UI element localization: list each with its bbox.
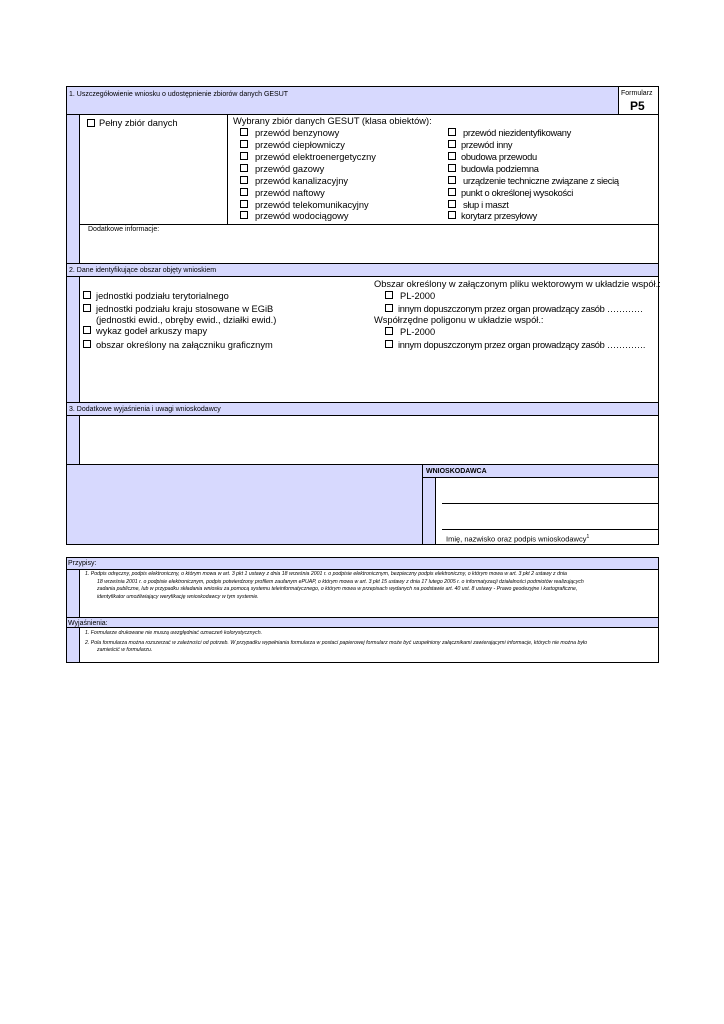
checkbox-gesut-7[interactable] — [240, 200, 248, 208]
full-set-checkbox[interactable] — [87, 119, 95, 127]
checkbox-polygon-other[interactable] — [385, 340, 393, 348]
section3-gutter — [67, 416, 80, 464]
checkbox-polygon-pl2000[interactable] — [385, 327, 393, 335]
section1-title: 1. Uszczegółowienie wniosku o udostępnienie zbiorów danych GESUT — [69, 91, 289, 98]
section2-header — [67, 263, 658, 277]
option-gesut-4: przewód gazowy — [255, 164, 325, 174]
signature-footnote-ref: 1 — [586, 534, 590, 540]
checkbox-area-3[interactable] — [83, 326, 91, 334]
footnotes-title: Przypisy: — [68, 560, 97, 567]
section2-gutter — [67, 277, 80, 402]
checkbox-vector-pl2000[interactable] — [385, 291, 393, 299]
polygon-other-label: innym dopuszczonym przez organ prowadzący zasób …………. — [398, 340, 646, 350]
vector-other-label: innym dopuszczonym przez organ prowadzący zasób ………… — [398, 304, 643, 314]
checkbox-gesut-1[interactable] — [240, 128, 248, 136]
section3-header — [67, 402, 658, 416]
section1-hline — [80, 224, 658, 225]
option-gesut-10: przewód inny — [461, 140, 513, 150]
polygon-label: Współrzędne poligonu w układzie współ.: — [374, 315, 544, 325]
additional-info-label: Dodatkowe informacje: — [88, 226, 160, 233]
applicant-header — [422, 464, 658, 478]
vector-file-label: Obszar określony w załączonym pliku wektorowym w układzie współ.: — [374, 279, 661, 289]
explanation-1: 1. Formularze drukowane nie muszą uwzględniać oznaczeń kolorystycznych. — [85, 630, 263, 636]
additional-info-field[interactable] — [81, 234, 658, 262]
signature-caption — [446, 532, 589, 545]
footnote-1-line-4: identyfikator umożliwiający weryfikację wnioskodawcy w tym systemie. — [97, 593, 259, 600]
checkbox-gesut-11[interactable] — [448, 152, 456, 160]
explanations-list — [85, 630, 655, 655]
footnote-1-line-1: 1. Podpis odręczny, podpis elektroniczny, o którym mowa w art. 3 pkt 1 ustawy z dnia 18 września 2001 r. o podpisie elektronicznym, bezpieczny podpis elektroniczny, o którym mowa w art. 3 pkt 2 ustawy z dnia — [85, 571, 567, 577]
option-gesut-12: budowla podziemna — [461, 164, 539, 174]
checkbox-gesut-6[interactable] — [240, 188, 248, 196]
section3-title: 3. Dodatkowe wyjaśnienia i uwagi wnioskodawcy — [69, 406, 221, 413]
checkbox-area-1[interactable] — [83, 291, 91, 299]
checkbox-area-2[interactable] — [83, 304, 91, 312]
section1-divider — [80, 115, 228, 224]
checkbox-gesut-8[interactable] — [240, 211, 248, 219]
checkbox-gesut-4[interactable] — [240, 164, 248, 172]
explanations-title: Wyjaśnienia: — [68, 620, 108, 627]
checkbox-gesut-5[interactable] — [240, 176, 248, 184]
checkbox-gesut-10[interactable] — [448, 140, 456, 148]
area-option-2: jednostki podziału kraju stosowane w EGiB — [96, 304, 274, 314]
footnotes-gutter — [67, 570, 80, 617]
option-gesut-2: przewód ciepłowniczy — [255, 140, 345, 150]
option-gesut-16: korytarz przesyłowy — [461, 211, 537, 221]
section2-title: 2. Dane identyfikujące obszar objęty wnioskiem — [69, 267, 217, 274]
explanation-2-line-2: zamieścić w formularzu. — [97, 647, 153, 654]
area-option-4: obszar określony na załączniku graficznym — [96, 340, 273, 350]
area-option-3: wykaz godeł arkuszy mapy — [96, 326, 208, 336]
checkbox-gesut-14[interactable] — [448, 188, 456, 196]
checkbox-gesut-9[interactable] — [448, 128, 456, 136]
checkbox-gesut-3[interactable] — [240, 152, 248, 160]
option-gesut-13: urządzenie techniczne związane z siecią — [463, 176, 619, 186]
option-gesut-3: przewód elektroenergetyczny — [255, 152, 376, 162]
checkbox-gesut-13[interactable] — [448, 176, 456, 184]
option-gesut-15: słup i maszt — [463, 200, 509, 210]
explanation-2-line-1: 2. Pola formularza można rozszerzać w zależności od potrzeb. W przypadku wypełniania formularza w postaci papierowej formularz może być uzupełniony załącznikami zawierającymi informacje, których nie można było — [85, 639, 587, 646]
form-label: Formularz — [621, 90, 653, 97]
signature-line-1 — [442, 478, 658, 504]
explanations-gutter — [67, 628, 80, 662]
option-gesut-5: przewód kanalizacyjny — [255, 176, 349, 186]
footnote-1 — [85, 571, 655, 601]
option-gesut-11: obudowa przewodu — [461, 152, 537, 162]
explanations-header — [67, 617, 658, 628]
signature-field[interactable] — [442, 504, 658, 530]
applicant-left-block — [67, 464, 422, 544]
option-gesut-9: przewód niezidentyfikowany — [463, 128, 571, 138]
checkbox-gesut-2[interactable] — [240, 140, 248, 148]
full-set-label: Pełny zbiór danych — [99, 118, 178, 128]
signature-label: Imię, nazwisko oraz podpis wnioskodawcy — [446, 534, 587, 544]
checkbox-area-4[interactable] — [83, 340, 91, 348]
form-code: P5 — [630, 99, 645, 113]
option-gesut-6: przewód naftowy — [255, 188, 325, 198]
option-gesut-7: przewód telekomunikacyjny — [255, 200, 369, 210]
section1-header — [67, 87, 618, 115]
checkbox-gesut-15[interactable] — [448, 200, 456, 208]
checkbox-gesut-16[interactable] — [448, 211, 456, 219]
footnotes-header — [67, 558, 658, 570]
remarks-field[interactable] — [81, 416, 658, 464]
area-option-1: jednostki podziału terytorialnego — [96, 291, 229, 301]
vector-pl2000-label: PL-2000 — [400, 291, 436, 301]
checkbox-vector-other[interactable] — [385, 304, 393, 312]
polygon-pl2000-label: PL-2000 — [400, 327, 436, 337]
area-option-2-note: (jednostki ewid., obręby ewid., działki ewid.) — [96, 315, 277, 325]
option-gesut-8: przewód wodociągowy — [255, 211, 349, 221]
footnote-1-line-3: zadania publiczne, lub w przypadku składania wniosku za pomocą systemu teleinformatycznego, o którym mowa w przepisach wydanych na podstawie art. 40 ust. 8 ustawy - Prawo geodezyjne i kartograficzne, — [97, 586, 578, 593]
checkbox-gesut-12[interactable] — [448, 164, 456, 172]
form-code-box — [618, 87, 658, 115]
applicant-gutter — [422, 478, 436, 544]
section1-gutter — [67, 115, 80, 263]
option-gesut-1: przewód benzynowy — [255, 128, 340, 138]
applicant-title: WNIOSKODAWCA — [426, 468, 487, 475]
chosen-set-label: Wybrany zbiór danych GESUT (klasa obiektów): — [233, 116, 432, 126]
option-gesut-14: punkt o określonej wysokości — [461, 188, 574, 198]
footnote-1-line-2: 18 września 2001 r. o podpisie elektronicznym, podpis potwierdzony profilem zaufanym ePUAP, o którym mowa w art. 3 pkt 15 ustawy z dnia 17 lutego 2005 r. o informatyzacji działalności podmiotów realizujących — [97, 578, 584, 585]
